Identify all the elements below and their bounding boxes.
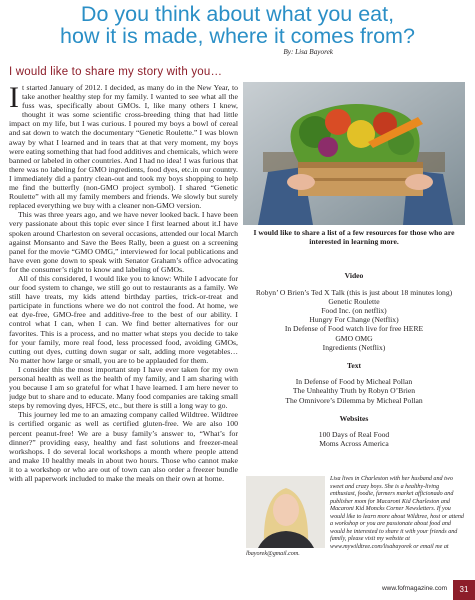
text-item: The Unhealthy Truth by Robyn O’Brien <box>292 386 416 396</box>
page-number: 31 <box>453 580 475 600</box>
body-paragraph-4: I consider this the most important step I have ever taken for my own personal health as well as the health of my family, and I am sharing with you because I am so grateful for what I have learned. I am here never to judge but to share and to educate. Many food companies are taking small steps by removing dyes, HFCS, etc., but there is still a long way to go. <box>9 364 238 411</box>
text-section <box>244 361 464 405</box>
drop-cap: I <box>9 83 19 114</box>
text-heading: Text <box>346 361 362 371</box>
video-item: GMO OMG <box>335 333 373 343</box>
bio-text: Lisa lives in Charleston with her husband and two sweet and crazy boys. She is a healthy-living enthusiast, foodie, farmers market afficionado and publisher mom for Macaroni Kid Charleston and Macaroni Kid Moncks Corner Newsletters. If you would like to learn more about Wildtree, host or attend a workshop or you are passionate about food and would be interested to share it with your friends and family, please visit my website at www.mywildtree.com/lisabayorek or email me at lbayorek@gmail.com. <box>246 476 464 557</box>
websites-section <box>244 414 464 449</box>
video-item: Ingredients (Netflix) <box>322 342 386 352</box>
footer-url: www.fofmagazine.com <box>381 585 447 592</box>
subheading: I would like to share my story with you… <box>9 66 223 78</box>
article-title-line-2: how it is made, where it comes from? <box>60 24 415 48</box>
text-item: In Defense of Food by Micheal Pollan <box>295 377 413 387</box>
body-paragraph-1: It started January of 2012. I decided, as many do in the New Year, to take another healthy step for my family. I wanted to see what all the fuss was, specifically about GMOs. I, like many others I knew, thought it was some scientific cross-breeding thing that had little impact on my life, but I was curious. I poured my boys a bowl of cereal and sat down to watch the documentary “Genetic Roulette.” I was blown away by what I learned and in tears that at that very moment, my boys were eating something that had food additives and chemicals, which were banned or labeled in other countries. And I had no idea! I was furious that there was no labeling for GMO ingredients, food dyes, etc.in our country. I immediately did a pantry clean-out and took my boys shopping to help me find the butterfly (non-GMO project symbol). I shared “Genetic Roulette” with all my family members and friends. We slowly but surely replaced everything we buy with a cleaner non-GMO version. <box>9 83 238 211</box>
website-item: Moms Across America <box>319 439 389 449</box>
article-body <box>9 83 238 573</box>
video-item: Food Inc. (on netflix) <box>321 306 387 316</box>
resources-intro: I would like to share a list of a few resources for those who are interested in learning more. <box>253 228 455 247</box>
video-item: Robyn’ O Brien’s Ted X Talk (this is just about 18 minutes long) <box>255 287 453 297</box>
vegetable-crate-photo <box>243 82 465 225</box>
article-title <box>0 3 475 47</box>
author-photo <box>246 476 325 548</box>
text-item: The Omnivore’s Dilemma by Micheal Pollan <box>285 395 423 405</box>
body-paragraph-3: All of this considered, I would like you to know: While I advocate for our food system to change, we still go out to restaurants as a family. We still have treats, my kids attend birthday parties, trick-or-treat and participate in functions where we do not control the food. At home, we eat dye-free, GMO-free and additive-free to the best of our ability. I control what I can, when I can. We find better alternatives for our favorites. This is a process, and no matter what steps you decide to take for your family, more real food, less processed food, avoiding GMOs, cutting out dyes, cutting down sugar or salt, adding more vegetables… No matter how large or small, you are to be applauded for them. <box>9 273 238 365</box>
byline: By: Lisa Bayorek <box>283 48 333 56</box>
video-item: Hungry For Change (Netflix) <box>309 315 399 325</box>
body-paragraph-2: This was three years ago, and we have never looked back. I have been very passionate about this topic ever since I first learned about it.I have spoken around Charleston on several occasions, attended our local March against Monsanto and Save the Bees Rally, been a guest on a screening panel for the movie “GMO OMG,” interviewed for local publications and have even gone down to speak with Senator Graham’s office advocating for the consumer’s right to know and labeling of GMOs. <box>9 210 238 274</box>
video-item: In Defense of Food watch live for free HERE <box>284 324 424 334</box>
video-item: Genetic Roulette <box>328 296 380 306</box>
author-bio <box>246 476 466 559</box>
resources-box <box>244 228 464 457</box>
body-paragraph-5: This journey led me to an amazing company called Wildtree. Wildtree is certified organic as well as certified gluten-free. We are also 100 percent peanut-free! We are a busy family’s answer to, “What’s for dinner?” providing easy, healthy and fast solutions and freezer-meal workshops. I do several local workshops a month where people attend and make 10 healthy meals in about two hours. Those who cannot make it to a workshop or who are out of town can also order a freezer bundle with all paperwork included to make the meals on their own at home. <box>9 410 238 484</box>
website-item: 100 Days of Real Food <box>318 430 390 440</box>
websites-heading: Websites <box>339 413 369 423</box>
video-heading: Video <box>344 271 364 281</box>
article-title-line-1: Do you think about what you eat, <box>80 2 395 26</box>
video-section <box>244 271 464 352</box>
